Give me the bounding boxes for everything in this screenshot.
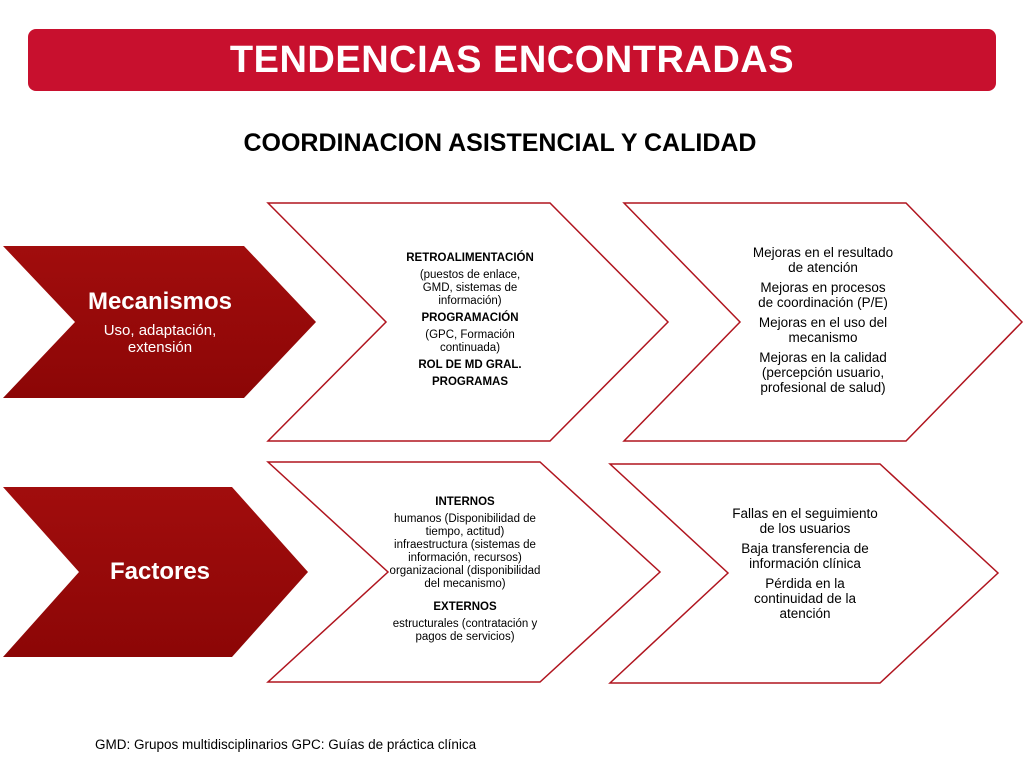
- result-line: continuidad de la: [753, 590, 857, 606]
- result-item: [754, 576, 856, 621]
- detail-line: organizacional (disponibilidad: [389, 565, 541, 577]
- externos-heading: EXTERNOS: [433, 601, 497, 613]
- externos-text: [393, 618, 537, 644]
- detail-line: (puestos de enlace,: [419, 269, 521, 281]
- result-line: de los usuarios: [759, 520, 851, 536]
- result-item: [741, 541, 869, 571]
- internos-text: [390, 513, 541, 591]
- factores-results-text: [712, 498, 898, 633]
- mecanismos-label: [60, 272, 260, 372]
- mecanismos-subtitle-line1: Uso, adaptación,: [103, 322, 217, 339]
- internos-heading: INTERNOS: [435, 496, 495, 508]
- retroalimentacion-text: [420, 269, 520, 308]
- result-line: de atención: [788, 260, 858, 275]
- mecanismos-detail-text: [378, 245, 562, 400]
- factores-title: Factores: [109, 558, 211, 585]
- result-item: [753, 245, 893, 275]
- result-line: información clínica: [749, 555, 861, 571]
- mecanismos-subtitle-line2: extensión: [127, 339, 193, 356]
- detail-line: continuada): [439, 342, 501, 354]
- result-line: Mejoras en procesos: [760, 280, 886, 295]
- mecanismos-subtitle: [104, 322, 217, 356]
- detail-line: estructurales (contratación y: [392, 618, 538, 630]
- detail-line: pagos de servicios): [415, 631, 515, 643]
- result-line: Mejoras en la calidad: [759, 350, 887, 365]
- detail-line: (GPC, Formación: [425, 329, 515, 341]
- factores-label: [60, 547, 260, 597]
- result-line: Mejoras en el resultado: [752, 245, 894, 260]
- result-line: Mejoras en el uso del: [758, 315, 888, 330]
- detail-line: infraestructura (sistemas de: [394, 539, 536, 551]
- detail-line: tiempo, actitud): [425, 526, 505, 538]
- result-item: [759, 350, 887, 395]
- result-line: profesional de salud): [760, 380, 886, 395]
- programas-heading: PROGRAMAS: [431, 376, 509, 388]
- result-item: [759, 315, 887, 345]
- result-line: Pérdida en la: [765, 575, 845, 591]
- rol-md-heading: ROL DE MD GRAL.: [418, 359, 522, 371]
- detail-line: información, recursos): [408, 552, 522, 564]
- detail-line: humanos (Disponibilidad de: [394, 513, 536, 525]
- page-title: TENDENCIAS ENCONTRADAS: [229, 38, 795, 81]
- programacion-text: [425, 329, 514, 355]
- result-item: [758, 280, 888, 310]
- retroalimentacion-heading: RETROALIMENTACIÓN: [406, 252, 534, 264]
- result-line: (percepción usuario,: [761, 365, 885, 380]
- factores-detail-text: [370, 486, 560, 658]
- mecanismos-results-text: [730, 240, 916, 405]
- result-line: atención: [779, 605, 831, 621]
- footnote: GMD: Grupos multidisciplinarios GPC: Guías de práctica clínica: [95, 737, 477, 752]
- result-line: Fallas en el seguimiento: [732, 505, 878, 521]
- mecanismos-title: Mecanismos: [87, 288, 233, 315]
- result-line: Baja transferencia de: [741, 540, 869, 556]
- detail-line: información): [438, 295, 502, 307]
- result-line: de coordinación (P/E): [758, 295, 888, 310]
- programacion-heading: PROGRAMACIÓN: [421, 312, 519, 324]
- diagram-subtitle: COORDINACION ASISTENCIAL Y CALIDAD: [243, 129, 757, 157]
- detail-line: GMD, sistemas de: [422, 282, 518, 294]
- result-line: mecanismo: [788, 330, 858, 345]
- result-item: [732, 506, 878, 536]
- detail-line: del mecanismo): [424, 578, 506, 590]
